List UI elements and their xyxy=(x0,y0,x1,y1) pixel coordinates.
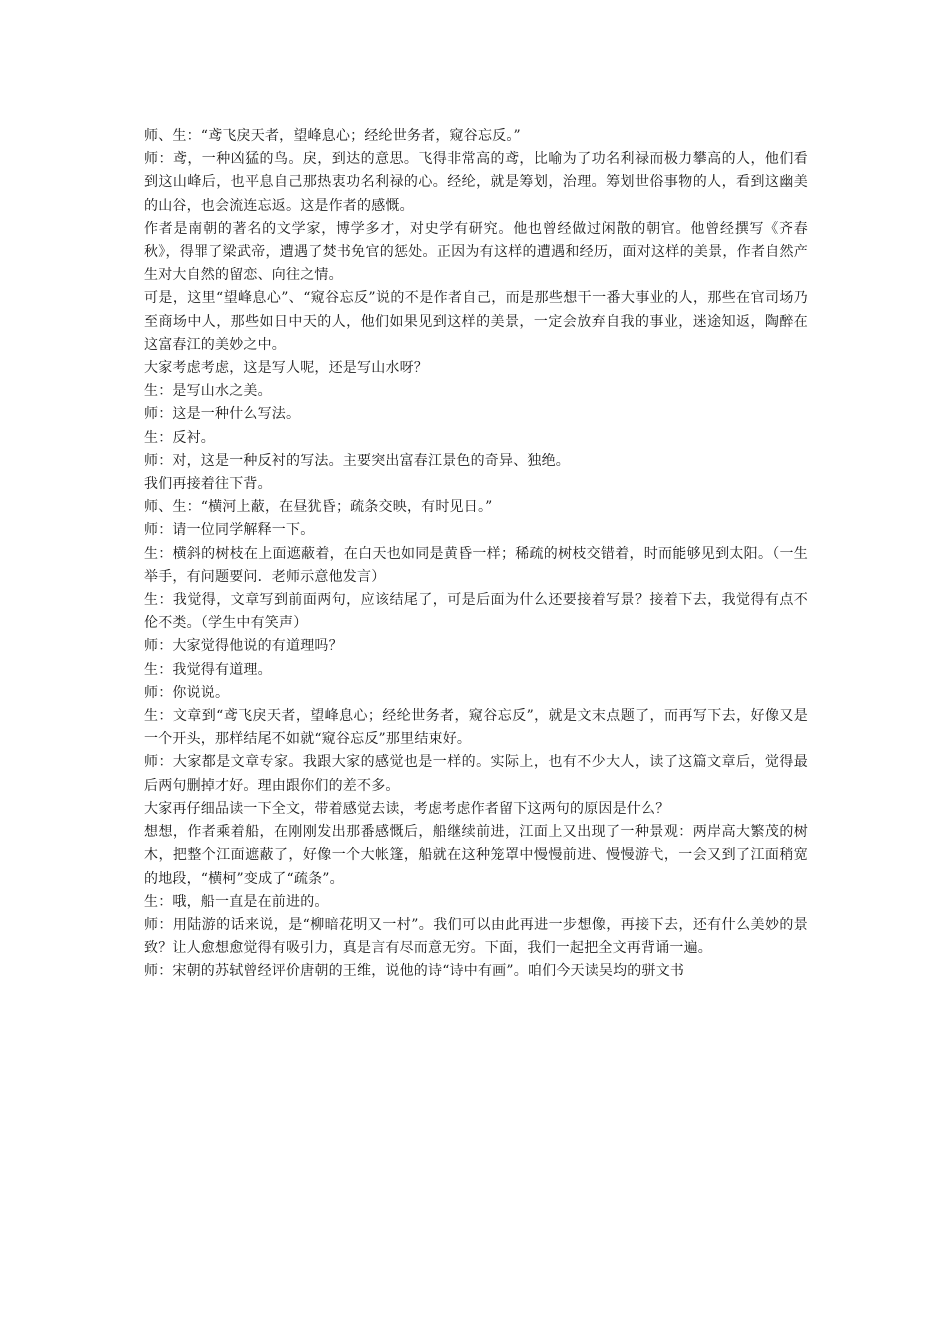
paragraph-5: 大家考虑考虑，这是写人呢，还是写山水呀？ xyxy=(144,360,428,377)
paragraph-18: 生：文章到“鸢飞戾天者，望峰息心；经纶世务者，窥谷忘反”，就是文末点题了，而再写下去，好像又是一个开头，那样结尾不如就“窥谷忘反”那里结束好。 xyxy=(144,708,808,748)
paragraph-14: 生：我觉得，文章写到前面两句，应该结尾了，可是后面为什么还要接着写景？接着下去，我觉得有点不伦不类。（学生中有笑声） xyxy=(144,592,808,632)
paragraph-19: 师：大家都是文章专家。我跟大家的感觉也是一样的。实际上，也有不少大人，读了这篇文章后，觉得最后两句删掉才好。理由跟你们的差不多。 xyxy=(144,754,808,794)
paragraph-9: 师：对，这是一种反衬的写法。主要突出富春江景色的奇异、独绝。 xyxy=(144,452,570,469)
paragraph-15: 师：大家觉得他说的有道理吗？ xyxy=(144,638,343,655)
paragraph-21: 想想，作者乘着船，在刚刚发出那番感慨后，船继续前进，江面上又出现了一种景观：两岸高大繁茂的树木，把整个江面遮蔽了，好像一个大帐篷，船就在这种笼罩中慢慢前进、慢慢游弋，一会又到了江面稍宽的地段，“横柯”变成了“疏条”。 xyxy=(144,824,808,887)
paragraph-4: 可是，这里“望峰息心”、“窥谷忘反”说的不是作者自己，而是那些想干一番大事业的人，那些在官司场乃至商场中人，那些如日中天的人，他们如果见到这样的美景，一定会放弃自我的事业，迷途知返，陶醉在这富春江的美妙之中。 xyxy=(144,290,808,353)
paragraph-1: 师、生：“鸢飞戾天者，望峰息心；经纶世务者，窥谷忘反。” xyxy=(144,128,521,144)
paragraph-11: 师、生：“横河上蔽，在昼犹昏；疏条交映，有时见日。” xyxy=(144,499,493,516)
paragraph-2: 师：鸢，一种凶猛的鸟。戾，到达的意思。飞得非常高的鸢，比喻为了功名利禄而极力攀高的人，他们看到这山峰后，也平息自己那热衷功名利禄的心。经纶，就是筹划，治理。筹划世俗事物的人，看到这幽美的山谷，也会流连忘返。这是作者的感慨。 xyxy=(144,151,808,214)
paragraph-3: 作者是南朝的著名的文学家，博学多才，对史学有研究。他也曾经做过闲散的朝官。他曾经撰写《齐春秋》，得罪了梁武帝，遭遇了焚书免官的惩处。正因为有这样的遭遇和经历，面对这样的美景，作者自然产生对大自然的留恋、向往之情。 xyxy=(144,220,808,284)
paragraph-20: 大家再仔细品读一下全文，带着感觉去读，考虑考虑作者留下这两句的原因是什么？ xyxy=(144,800,670,817)
paragraph-12: 师：请一位同学解释一下。 xyxy=(144,522,315,539)
paragraph-23: 师：用陆游的话来说，是“柳暗花明又一村”。我们可以由此再进一步想像，再接下去，还有什么美妙的景致？让人愈想愈觉得有吸引力，真是言有尽而意无穷。下面，我们一起把全文再背诵一遍。 xyxy=(144,916,808,957)
document-body xyxy=(144,125,808,984)
paragraph-13: 生：横斜的树枝在上面遮蔽着，在白天也如同是黄昏一样；稀疏的树枝交错着，时而能够见到太阳。（一生举手，有问题要问．老师示意他发言） xyxy=(144,545,808,585)
paragraph-17: 师：你说说。 xyxy=(144,684,230,701)
paragraph-10: 我们再接着往下背。 xyxy=(144,476,272,493)
paragraph-6: 生：是写山水之美。 xyxy=(144,383,272,400)
paragraph-8: 生：反衬。 xyxy=(144,429,215,446)
paragraph-7: 师：这是一种什么写法。 xyxy=(144,406,301,423)
paragraph-16: 生：我觉得有道理。 xyxy=(144,661,272,678)
paragraph-24: 师：宋朝的苏轼曾经评价唐朝的王维，说他的诗“诗中有画”。咱们今天读吴均的骈文书 xyxy=(144,963,685,980)
paragraph-22: 生：哦，船一直是在前进的。 xyxy=(144,893,329,910)
